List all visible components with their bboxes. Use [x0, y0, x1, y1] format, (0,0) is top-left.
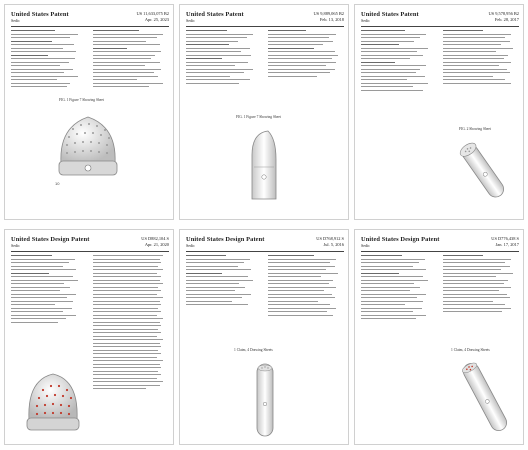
patent-inventor: Sedic — [186, 18, 195, 23]
text-column-right — [268, 255, 344, 318]
header-rule — [186, 251, 344, 252]
patent-page-1 — [4, 4, 174, 220]
header-rule — [186, 26, 344, 27]
figure-caption: 1 Claim, 4 Drawing Sheets — [451, 348, 490, 352]
patent-title: United States Patent — [11, 11, 69, 18]
figure-device-drawing — [451, 135, 515, 207]
patent-number: US 9,889,065 B2 — [313, 11, 344, 16]
patent-inventor: Sedic — [361, 18, 370, 23]
patent-inventor: Sedic — [11, 243, 20, 248]
figure-device-drawing — [250, 360, 280, 440]
text-column-left — [361, 30, 435, 93]
patent-number: US 9,578,956 B2 — [488, 11, 519, 16]
figure-device-drawing — [242, 127, 286, 203]
text-column-right — [93, 255, 169, 392]
patent-date: Feb. 28, 2017 — [494, 17, 519, 22]
patent-date: Jan. 17, 2017 — [495, 242, 519, 247]
patent-date: Apr. 25, 2023 — [144, 17, 169, 22]
text-column-right — [93, 30, 169, 90]
patent-date: Jul. 5, 2016 — [323, 242, 344, 247]
patent-number: US D768,912 S — [316, 236, 344, 241]
patent-page-2 — [179, 4, 349, 220]
text-column-left — [186, 30, 260, 86]
figure-device-drawing — [455, 356, 515, 438]
patent-page-5 — [179, 229, 349, 445]
page-header — [361, 236, 519, 250]
text-column-left — [11, 255, 85, 325]
patent-inventor: Sedic — [186, 243, 195, 248]
header-rule — [11, 26, 169, 27]
page-header — [361, 11, 519, 25]
figure-device-drawing — [23, 368, 83, 438]
patent-title: United States Design Patent — [11, 236, 90, 243]
patent-page-4 — [4, 229, 174, 445]
patent-page-3 — [354, 4, 524, 220]
svg-text:10: 10 — [55, 181, 60, 186]
patent-inventor: Sedic — [11, 18, 20, 23]
figure-caption: FIG. 2 Showing Sheet — [459, 127, 491, 131]
text-column-left — [186, 255, 260, 308]
patent-inventor: Sedic — [361, 243, 370, 248]
header-rule — [361, 26, 519, 27]
page-header — [11, 236, 169, 250]
patent-title: United States Design Patent — [361, 236, 440, 243]
patent-date: Apr. 21, 2020 — [144, 242, 169, 247]
text-column-right — [443, 30, 519, 86]
header-rule — [361, 251, 519, 252]
page-header — [186, 11, 344, 25]
patent-title: United States Design Patent — [186, 236, 265, 243]
header-rule — [11, 251, 169, 252]
figure-caption: FIG. 1 Figure 7 Showing Sheet — [236, 115, 281, 119]
patent-number: US 11,633,075 B2 — [136, 11, 169, 16]
figure-device-drawing — [53, 109, 123, 189]
figure-caption: FIG. 1 Figure 7 Showing Sheet — [59, 98, 104, 102]
page-header — [186, 236, 344, 250]
text-column-left — [361, 255, 435, 322]
patent-number: US D882,104 S — [141, 236, 169, 241]
text-column-left — [11, 30, 85, 90]
page-header — [11, 11, 169, 25]
figure-caption: 1 Claim, 4 Drawing Sheets — [234, 348, 273, 352]
text-column-right — [268, 30, 344, 79]
patent-number: US D776,438 S — [491, 236, 519, 241]
text-column-right — [443, 255, 519, 315]
patent-page-6 — [354, 229, 524, 445]
patent-date: Feb. 13, 2018 — [319, 17, 344, 22]
patent-title: United States Patent — [186, 11, 244, 18]
patent-title: United States Patent — [361, 11, 419, 18]
